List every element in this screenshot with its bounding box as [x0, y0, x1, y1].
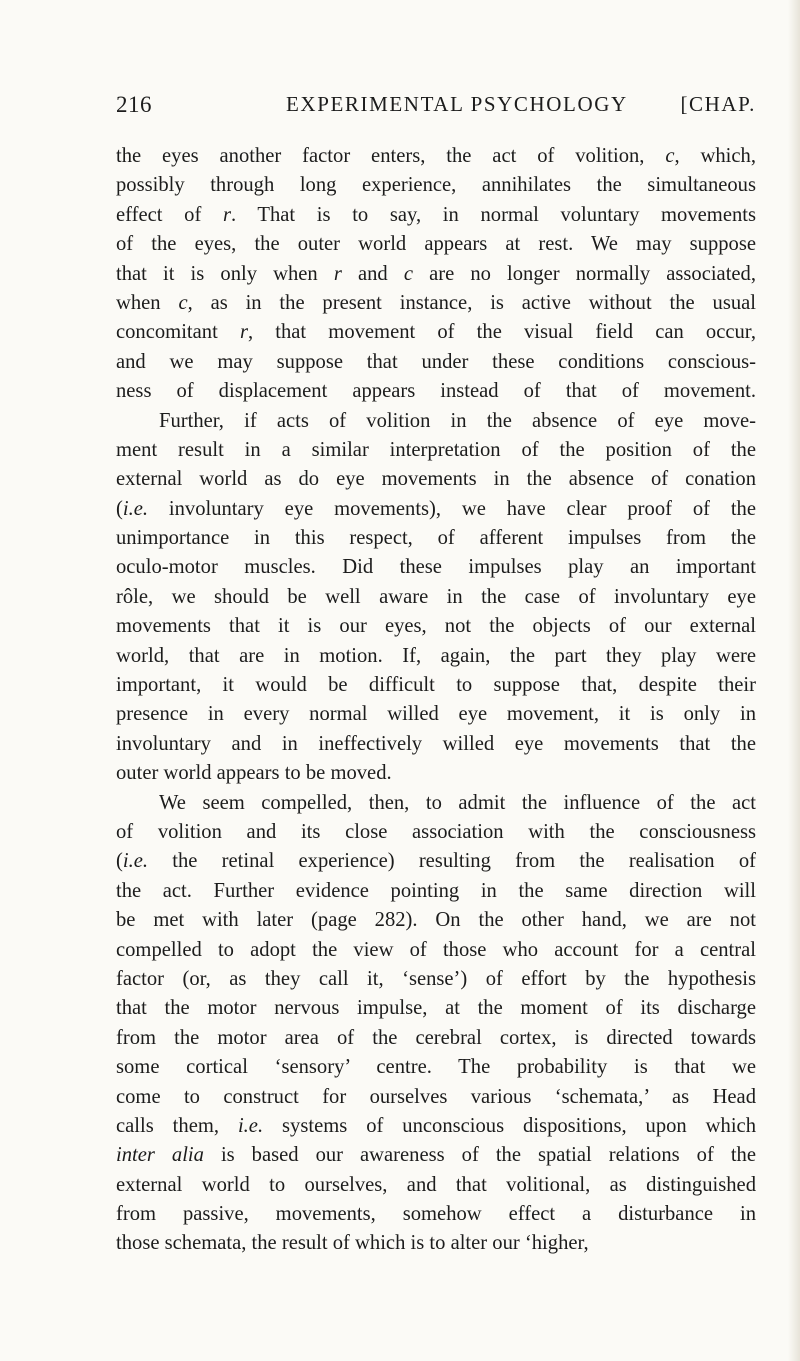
text-run: compelled to adopt the view of those who account for a central	[116, 938, 756, 961]
text-run: oculo-motor muscles. Did these impulses play an important	[116, 556, 756, 579]
text-line	[116, 700, 756, 729]
text-line	[116, 377, 756, 406]
text-line	[116, 201, 756, 230]
text-run: some cortical ‘sensory’ centre. The probability is that we	[116, 1056, 756, 1079]
text-line	[116, 847, 756, 876]
text-run: . That is to say, in normal voluntary movements	[230, 203, 756, 226]
text-line	[116, 436, 756, 465]
text-run: from passive, movements, somehow effect a disturbance in	[116, 1203, 756, 1226]
italic-term: c	[178, 291, 188, 314]
text-run: when	[116, 291, 179, 314]
text-line	[116, 171, 756, 200]
text-line	[116, 1171, 756, 1200]
text-run: the act. Further evidence pointing in the same direction will	[116, 879, 756, 902]
text-run: , which,	[674, 145, 756, 167]
text-run: of volition and its close association with the consciousness	[116, 820, 756, 843]
text-line	[116, 818, 756, 847]
text-run: We seem compelled, then, to admit the influence of the act	[159, 791, 756, 814]
text-line	[116, 1229, 756, 1258]
text-line	[116, 289, 756, 318]
text-line	[116, 994, 756, 1023]
italic-term: r	[333, 262, 342, 285]
running-title: EXPERIMENTAL PSYCHOLOGY	[286, 92, 628, 116]
page-edge	[788, 0, 800, 1361]
text-line	[116, 142, 756, 171]
text-line	[116, 642, 756, 671]
italic-term: r	[239, 321, 248, 344]
text-line	[116, 877, 756, 906]
text-run: the eyes another factor enters, the act of volition,	[116, 145, 666, 167]
text-run: , as in the present instance, is active without the usual	[187, 291, 756, 314]
page-number: 216	[116, 92, 152, 117]
text-run: those schemata, the result of which is to alter our ‘higher,	[116, 1232, 589, 1255]
text-line	[116, 1083, 756, 1112]
text-run: rôle, we should be well aware in the case of involuntary eye	[116, 585, 756, 608]
text-run: the retinal experience) resulting from the realisation of	[148, 850, 756, 873]
text-run: , that movement of the visual field can occur,	[247, 321, 756, 344]
text-run: external world to ourselves, and that volitional, as distinguished	[116, 1173, 756, 1196]
text-run: are no longer normally associated,	[412, 262, 756, 285]
text-run: effect of	[116, 203, 223, 226]
text-run: world, that are in motion. If, again, the part they play were	[116, 644, 756, 667]
text-line	[116, 671, 756, 700]
text-run: of the eyes, the outer world appears at rest. We may suppose	[116, 233, 756, 256]
text-line	[116, 583, 756, 612]
text-line	[116, 730, 756, 759]
text-run: and	[341, 262, 404, 285]
text-run: presence in every normal willed eye movement, it is only in	[116, 703, 756, 726]
text-line	[116, 612, 756, 641]
text-line	[116, 260, 756, 289]
text-run: (	[116, 497, 123, 520]
text-line	[116, 553, 756, 582]
text-run: be met with later (page 282). On the other hand, we are not	[116, 909, 756, 932]
text-line	[116, 789, 756, 818]
text-run: possibly through long experience, annihilates the simultaneous	[116, 174, 756, 197]
running-header	[116, 92, 756, 122]
text-line	[116, 906, 756, 935]
text-line	[116, 495, 756, 524]
text-line	[116, 524, 756, 553]
text-run: involuntary eye movements), we have clear proof of the	[148, 497, 756, 520]
text-line	[116, 348, 756, 377]
text-run: calls them,	[116, 1114, 238, 1137]
italic-term: i.e.	[237, 1114, 264, 1137]
text-run: unimportance in this respect, of afferent impulses from the	[116, 527, 756, 550]
text-run: is based our awareness of the spatial relations of the	[203, 1144, 756, 1167]
text-line	[116, 1024, 756, 1053]
italic-term: i.e.	[122, 497, 149, 520]
text-run: external world as do eye movements in the absence of conation	[116, 468, 756, 491]
chapter-marker: [CHAP.	[680, 92, 756, 116]
text-run: concomitant	[116, 321, 240, 344]
text-run: (	[116, 850, 123, 873]
text-line	[116, 965, 756, 994]
italic-term: c	[665, 145, 675, 167]
text-run: and we may suppose that under these conditions conscious-	[116, 350, 756, 373]
italic-term: i.e.	[122, 850, 149, 873]
text-line	[116, 407, 756, 436]
italic-term: inter alia	[116, 1144, 204, 1167]
text-line	[116, 230, 756, 259]
italic-term: r	[222, 203, 231, 226]
text-run: ness of displacement appears instead of that of movement.	[116, 380, 756, 403]
text-run: ment result in a similar interpretation of the position of the	[116, 438, 756, 461]
text-line	[116, 1200, 756, 1229]
text-run: that it is only when	[116, 262, 334, 285]
text-run: involuntary and in ineffectively willed eye movements that the	[116, 732, 756, 755]
text-run: systems of unconscious dispositions, upon which	[263, 1114, 756, 1137]
text-run: outer world appears to be moved.	[116, 762, 392, 785]
text-line	[116, 318, 756, 347]
text-line	[116, 759, 756, 788]
italic-term: c	[403, 262, 413, 285]
text-run: from the motor area of the cerebral cortex, is directed towards	[116, 1026, 756, 1049]
text-run: that the motor nervous impulse, at the moment of its discharge	[116, 997, 756, 1020]
text-run: important, it would be difficult to suppose that, despite their	[116, 674, 756, 697]
text-run: Further, if acts of volition in the absence of eye move-	[159, 409, 756, 432]
text-run: come to construct for ourselves various ‘schemata,’ as Head	[116, 1085, 756, 1108]
text-line	[116, 465, 756, 494]
text-line	[116, 1112, 756, 1141]
text-line	[116, 1053, 756, 1082]
text-run: movements that it is our eyes, not the objects of our external	[116, 615, 756, 638]
text-line	[116, 936, 756, 965]
text-line	[116, 1141, 756, 1170]
body-text	[116, 142, 756, 1259]
text-run: factor (or, as they call it, ‘sense’) of effort by the hypothesis	[116, 967, 756, 990]
